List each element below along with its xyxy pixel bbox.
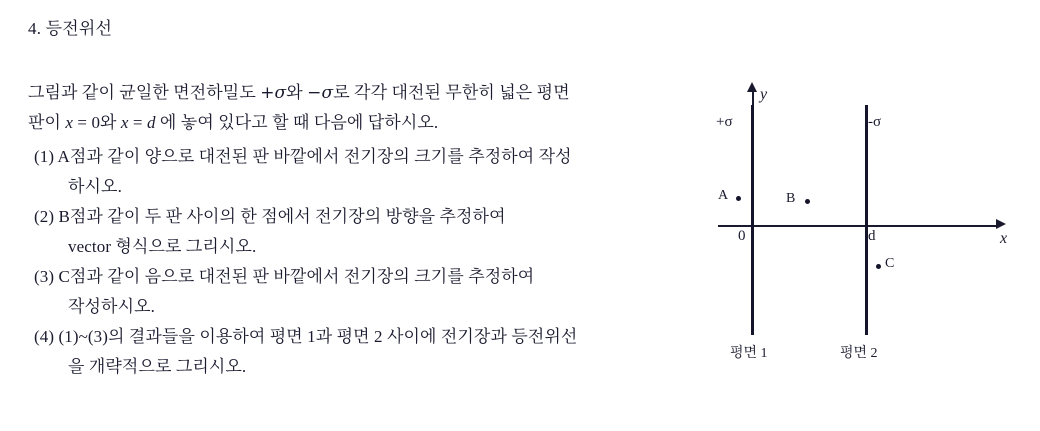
sigma-positive: +σ: [260, 83, 287, 103]
statement-part-5: = 0와: [73, 113, 121, 132]
origin-label: 0: [738, 228, 746, 244]
item-4-line-2: 을 개략적으로 그리시오.: [68, 357, 247, 376]
y-axis-arrowhead-icon: [747, 82, 757, 92]
plate-2-charge-label: -σ: [868, 114, 882, 130]
x-axis-label: x: [1000, 230, 1008, 247]
point-c-label: C: [885, 256, 895, 271]
item-2-line-1: (2) B점과 같이 두 판 사이의 한 점에서 전기장의 방향을 추정하여: [34, 207, 506, 226]
charged-plate-1: [751, 105, 754, 335]
charged-plate-2: [865, 105, 868, 335]
question-list: [28, 142, 688, 382]
statement-part-7: 에 놓여 있다고 할 때 다음에 답하시오.: [155, 113, 439, 132]
plate-1-charge-label: +σ: [716, 114, 733, 130]
list-item: [28, 202, 688, 262]
item-3-line-1: (3) C점과 같이 음으로 대전된 판 바깥에서 전기장의 크기를 추정하여: [34, 267, 535, 286]
statement-part-2: 와: [286, 83, 308, 102]
statement-part-1: 그림과 같이 균일한 면전하밀도: [28, 83, 261, 102]
point-a-label: A: [718, 188, 729, 203]
plate-1-caption: 평면 1: [730, 346, 768, 361]
variable-d: d: [146, 113, 156, 132]
point-b-marker: [805, 199, 810, 204]
x-axis-line: [718, 225, 998, 227]
statement-part-4: 판이: [28, 113, 66, 132]
item-1-line-2: 하시오.: [68, 177, 122, 196]
list-item: [28, 142, 688, 202]
list-item: [28, 322, 688, 382]
point-b-label: B: [786, 191, 796, 206]
physics-diagram: [700, 70, 1030, 380]
plate-2-caption: 평면 2: [840, 346, 878, 361]
problem-text-column: [28, 16, 688, 382]
item-2-line-2: vector 형식으로 그리시오.: [68, 237, 257, 256]
statement-part-3: 로 각각 대전된 무한히 넓은 평면: [333, 83, 570, 102]
item-3-line-2: 작성하시오.: [68, 297, 155, 316]
item-4-line-1: (4) (1)~(3)의 결과들을 이용하여 평면 1과 평면 2 사이에 전기장과 등전위선: [34, 327, 578, 346]
sigma-negative: −σ: [307, 83, 334, 103]
statement-part-6: =: [128, 113, 147, 132]
item-1-line-1: (1) A점과 같이 양으로 대전된 판 바깥에서 전기장의 크기를 추정하여 작성: [34, 147, 572, 166]
variable-x-second: x: [120, 113, 129, 132]
point-a-marker: [736, 196, 741, 201]
problem-statement: [28, 78, 688, 138]
variable-x-first: x: [65, 113, 74, 132]
y-axis-label: y: [760, 86, 768, 103]
list-item: [28, 262, 688, 322]
point-c-marker: [876, 264, 881, 269]
page-title: 4. 등전위선: [28, 19, 113, 38]
x-axis-arrowhead-icon: [996, 219, 1006, 229]
distance-label: d: [868, 228, 876, 244]
